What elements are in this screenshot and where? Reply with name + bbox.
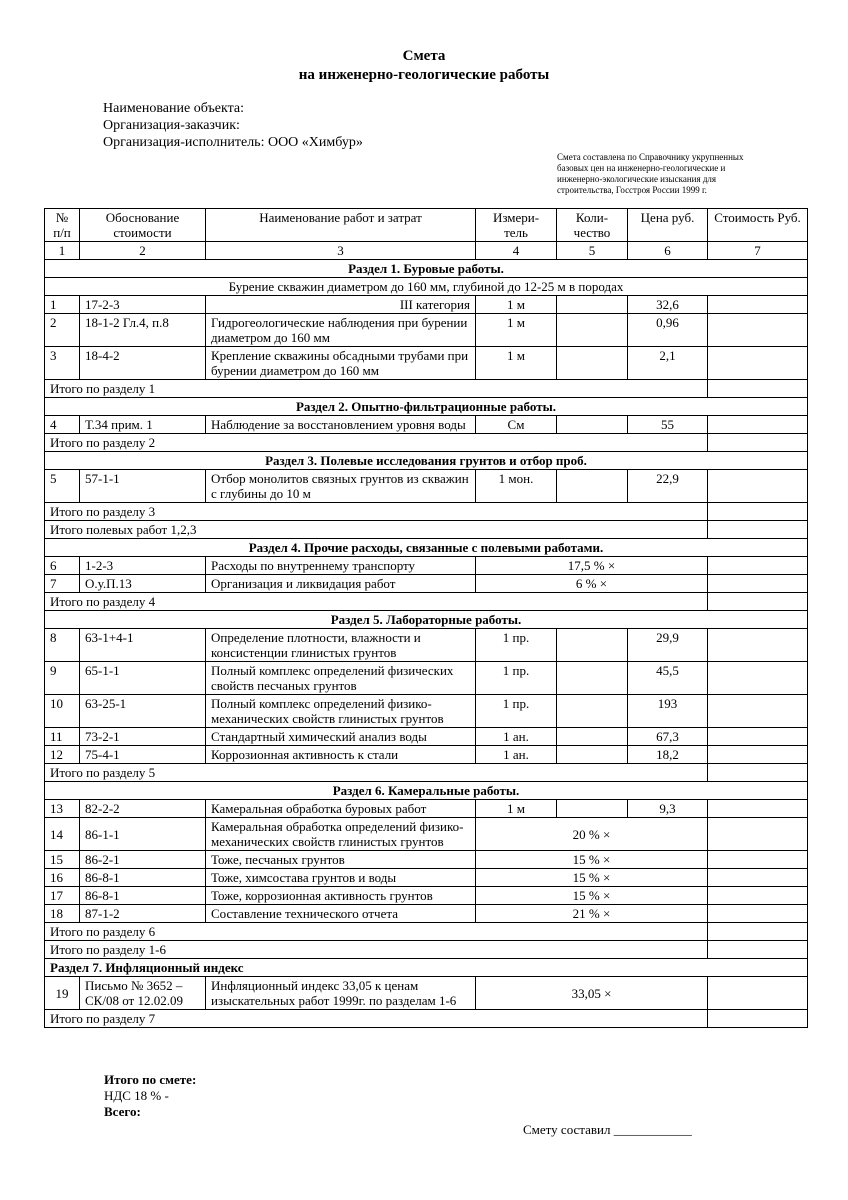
- document-title: Смета: [402, 48, 446, 64]
- row-unit: 1 м: [476, 800, 557, 818]
- total-cost: [708, 593, 808, 611]
- object-name-label: Наименование объекта:: [103, 101, 244, 116]
- section-total-row: [45, 503, 808, 521]
- section-1-total: Итого по разделу 1: [45, 380, 708, 398]
- row-qty: [557, 746, 628, 764]
- row-cost: [708, 416, 808, 434]
- compiled-by-signature: Смету составил ____________: [523, 1122, 692, 1137]
- row-name: Наблюдение за восстановлением уровня воды: [206, 416, 476, 434]
- section-4-title: Раздел 4. Прочие расходы, связанные с полевыми работами.: [45, 539, 808, 557]
- section-total-row: [45, 593, 808, 611]
- table-row: [45, 629, 808, 662]
- table-row: [45, 977, 808, 1010]
- document-subtitle: на инженерно-геологические работы: [298, 67, 550, 83]
- row-cost: [708, 869, 808, 887]
- col-num-cell: 4: [476, 242, 557, 260]
- row-num: 16: [45, 869, 80, 887]
- grand-total-label: Всего:: [104, 1104, 141, 1119]
- row-basis: 65-1-1: [80, 662, 206, 695]
- section-total-row: [45, 1010, 808, 1028]
- table-row: [45, 470, 808, 503]
- row-num: 4: [45, 416, 80, 434]
- row-basis: 86-8-1: [80, 869, 206, 887]
- row-name: Организация и ликвидация работ: [206, 575, 476, 593]
- table-row: [45, 575, 808, 593]
- row-rate: 20 % ×: [476, 818, 708, 851]
- table-row: [45, 695, 808, 728]
- col-num-cell: 1: [45, 242, 80, 260]
- row-num: 3: [45, 347, 80, 380]
- row-price: 22,9: [628, 470, 708, 503]
- row-rate: 6 % ×: [476, 575, 708, 593]
- total-cost: [708, 380, 808, 398]
- row-cost: [708, 557, 808, 575]
- row-cost: [708, 818, 808, 851]
- section-6-total: Итого по разделу 6: [45, 923, 708, 941]
- row-name: Определение плотности, влажности и консистенции глинистых грунтов: [206, 629, 476, 662]
- row-basis: Т.34 прим. 1: [80, 416, 206, 434]
- row-name: Коррозионная активность к стали: [206, 746, 476, 764]
- row-num: 5: [45, 470, 80, 503]
- section-3-total: Итого по разделу 3: [45, 503, 708, 521]
- row-price: 55: [628, 416, 708, 434]
- row-cost: [708, 905, 808, 923]
- table-row: [45, 905, 808, 923]
- row-num: 18: [45, 905, 80, 923]
- column-number-row: [45, 242, 808, 260]
- section-2-total: Итого по разделу 2: [45, 434, 708, 452]
- row-basis: 1-2-3: [80, 557, 206, 575]
- row-num: 11: [45, 728, 80, 746]
- row-basis: 75-4-1: [80, 746, 206, 764]
- row-cost: [708, 314, 808, 347]
- row-basis: 18-1-2 Гл.4, п.8: [80, 314, 206, 347]
- row-name: Камеральная обработка буровых работ: [206, 800, 476, 818]
- table-row: [45, 728, 808, 746]
- section-1-title: Раздел 1. Буровые работы.: [45, 260, 808, 278]
- header-num: № п/п: [45, 209, 80, 242]
- row-name: Тоже, химсостава грунтов и воды: [206, 869, 476, 887]
- col-num-cell: 6: [628, 242, 708, 260]
- row-unit: 1 пр.: [476, 695, 557, 728]
- table-row: [45, 296, 808, 314]
- row-unit: 1 м: [476, 314, 557, 347]
- row-qty: [557, 629, 628, 662]
- row-price: 45,5: [628, 662, 708, 695]
- section-heading-row: [45, 398, 808, 416]
- row-name: Тоже, коррозионная активность грунтов: [206, 887, 476, 905]
- row-name: Крепление скважины обсадными трубами при бурении диаметром до 160 мм: [206, 347, 476, 380]
- row-basis: О.у.П.13: [80, 575, 206, 593]
- row-name: Расходы по внутреннему транспорту: [206, 557, 476, 575]
- col-num-cell: 2: [80, 242, 206, 260]
- row-name: Инфляционный индекс 33,05 к ценам изыскательных работ 1999г. по разделам 1-6: [206, 977, 476, 1010]
- row-qty: [557, 416, 628, 434]
- row-name: III категория: [206, 296, 476, 314]
- section-3-title: Раздел 3. Полевые исследования грунтов и отбор проб.: [45, 452, 808, 470]
- section-total-row: [45, 521, 808, 539]
- row-name: Составление технического отчета: [206, 905, 476, 923]
- section-total-row: [45, 764, 808, 782]
- row-cost: [708, 851, 808, 869]
- row-qty: [557, 314, 628, 347]
- estimate-total-label: Итого по смете:: [104, 1072, 197, 1087]
- section-heading-row: [45, 452, 808, 470]
- row-price: 32,6: [628, 296, 708, 314]
- row-unit: См: [476, 416, 557, 434]
- table-row: [45, 800, 808, 818]
- row-num: 14: [45, 818, 80, 851]
- total-cost: [708, 923, 808, 941]
- row-cost: [708, 800, 808, 818]
- header-price: Цена руб.: [628, 209, 708, 242]
- row-basis: 18-4-2: [80, 347, 206, 380]
- sections-1-6-total: Итого по разделу 1-6: [45, 941, 708, 959]
- table-header-row: [45, 209, 808, 242]
- total-cost: [708, 764, 808, 782]
- row-num: 8: [45, 629, 80, 662]
- section-heading-row: [45, 959, 808, 977]
- section-total-row: [45, 923, 808, 941]
- row-cost: [708, 728, 808, 746]
- section-4-total: Итого по разделу 4: [45, 593, 708, 611]
- row-basis: 86-2-1: [80, 851, 206, 869]
- total-cost: [708, 503, 808, 521]
- row-price: 18,2: [628, 746, 708, 764]
- row-cost: [708, 695, 808, 728]
- table-row: [45, 818, 808, 851]
- row-num: 1: [45, 296, 80, 314]
- row-qty: [557, 347, 628, 380]
- header-name: Наименование работ и затрат: [206, 209, 476, 242]
- row-num: 10: [45, 695, 80, 728]
- row-cost: [708, 575, 808, 593]
- row-price: 29,9: [628, 629, 708, 662]
- row-basis: 17-2-3: [80, 296, 206, 314]
- row-cost: [708, 887, 808, 905]
- section-heading-row: [45, 260, 808, 278]
- table-row: [45, 887, 808, 905]
- row-basis: 63-25-1: [80, 695, 206, 728]
- row-unit: 1 м: [476, 296, 557, 314]
- section-5-title: Раздел 5. Лабораторные работы.: [45, 611, 808, 629]
- row-name: Полный комплекс определений физических свойств песчаных грунтов: [206, 662, 476, 695]
- row-name: Камеральная обработка определений физико-механических свойств глинистых грунтов: [206, 818, 476, 851]
- row-basis: 63-1+4-1: [80, 629, 206, 662]
- header-cost: Стоимость Руб.: [708, 209, 808, 242]
- row-name: Отбор монолитов связных грунтов из скважин с глубины до 10 м: [206, 470, 476, 503]
- row-cost: [708, 977, 808, 1010]
- row-num: 15: [45, 851, 80, 869]
- table-row: [45, 869, 808, 887]
- row-unit: 1 пр.: [476, 662, 557, 695]
- row-cost: [708, 746, 808, 764]
- row-name: Стандартный химический анализ воды: [206, 728, 476, 746]
- section-heading-row: [45, 611, 808, 629]
- total-cost: [708, 1010, 808, 1028]
- row-rate: 17,5 % ×: [476, 557, 708, 575]
- section-total-row: [45, 941, 808, 959]
- row-rate: 15 % ×: [476, 851, 708, 869]
- row-basis: Письмо № 3652 – СК/08 от 12.02.09: [80, 977, 206, 1010]
- row-qty: [557, 662, 628, 695]
- row-price: 2,1: [628, 347, 708, 380]
- row-rate: 15 % ×: [476, 887, 708, 905]
- section-7-title: Раздел 7. Инфляционный индекс: [45, 959, 808, 977]
- row-num: 13: [45, 800, 80, 818]
- row-qty: [557, 470, 628, 503]
- row-qty: [557, 728, 628, 746]
- section-2-title: Раздел 2. Опытно-фильтрационные работы.: [45, 398, 808, 416]
- row-basis: 82-2-2: [80, 800, 206, 818]
- row-cost: [708, 662, 808, 695]
- section-heading-row: [45, 539, 808, 557]
- total-cost: [708, 941, 808, 959]
- row-unit: 1 пр.: [476, 629, 557, 662]
- table-row: [45, 662, 808, 695]
- row-unit: 1 ан.: [476, 746, 557, 764]
- customer-label: Организация-заказчик:: [103, 118, 240, 133]
- row-price: 9,3: [628, 800, 708, 818]
- estimate-table: [44, 208, 808, 1028]
- table-row: [45, 416, 808, 434]
- row-basis: 87-1-2: [80, 905, 206, 923]
- row-name: Гидрогеологические наблюдения при бурении диаметром до 160 мм: [206, 314, 476, 347]
- header-qty: Коли- чество: [557, 209, 628, 242]
- row-qty: [557, 800, 628, 818]
- table-row: [45, 851, 808, 869]
- row-cost: [708, 470, 808, 503]
- row-name: Полный комплекс определений физико-механических свойств глинистых грунтов: [206, 695, 476, 728]
- row-qty: [557, 296, 628, 314]
- header-basis: Обоснование стоимости: [80, 209, 206, 242]
- vat-label: НДС 18 % -: [104, 1088, 169, 1103]
- row-unit: 1 ан.: [476, 728, 557, 746]
- table-row: [45, 314, 808, 347]
- section-6-title: Раздел 6. Камеральные работы.: [45, 782, 808, 800]
- row-unit: 1 м: [476, 347, 557, 380]
- row-num: 7: [45, 575, 80, 593]
- section-5-total: Итого по разделу 5: [45, 764, 708, 782]
- field-works-total: Итого полевых работ 1,2,3: [45, 521, 708, 539]
- total-cost: [708, 521, 808, 539]
- row-num: 17: [45, 887, 80, 905]
- row-qty: [557, 695, 628, 728]
- row-cost: [708, 629, 808, 662]
- row-rate: 33,05 ×: [476, 977, 708, 1010]
- contractor-label: Организация-исполнитель: ООО «Химбур»: [103, 135, 363, 150]
- table-row: [45, 347, 808, 380]
- row-unit: 1 мон.: [476, 470, 557, 503]
- row-rate: 15 % ×: [476, 869, 708, 887]
- row-price: 193: [628, 695, 708, 728]
- row-basis: 86-8-1: [80, 887, 206, 905]
- header-unit: Измери- тель: [476, 209, 557, 242]
- section-7-total: Итого по разделу 7: [45, 1010, 708, 1028]
- section-1-subtitle: Бурение скважин диаметром до 160 мм, глубиной до 12-25 м в породах: [45, 278, 808, 296]
- row-basis: 73-2-1: [80, 728, 206, 746]
- table-row: [45, 746, 808, 764]
- row-num: 19: [45, 977, 80, 1010]
- section-heading-row: [45, 782, 808, 800]
- row-price: 67,3: [628, 728, 708, 746]
- row-name: Тоже, песчаных грунтов: [206, 851, 476, 869]
- col-num-cell: 3: [206, 242, 476, 260]
- col-num-cell: 7: [708, 242, 808, 260]
- col-num-cell: 5: [557, 242, 628, 260]
- row-price: 0,96: [628, 314, 708, 347]
- row-cost: [708, 347, 808, 380]
- row-basis: 57-1-1: [80, 470, 206, 503]
- section-total-row: [45, 434, 808, 452]
- row-num: 12: [45, 746, 80, 764]
- row-basis: 86-1-1: [80, 818, 206, 851]
- row-num: 2: [45, 314, 80, 347]
- row-num: 9: [45, 662, 80, 695]
- price-reference-note: Смета составлена по Справочнику укрупненных базовых цен на инженерно-геологические и инженерно-экологические изыскания для строительства, Госстроя России 1999 г.: [557, 152, 744, 195]
- row-cost: [708, 296, 808, 314]
- total-cost: [708, 434, 808, 452]
- row-num: 6: [45, 557, 80, 575]
- section-total-row: [45, 380, 808, 398]
- section-subheading-row: [45, 278, 808, 296]
- row-rate: 21 % ×: [476, 905, 708, 923]
- table-row: [45, 557, 808, 575]
